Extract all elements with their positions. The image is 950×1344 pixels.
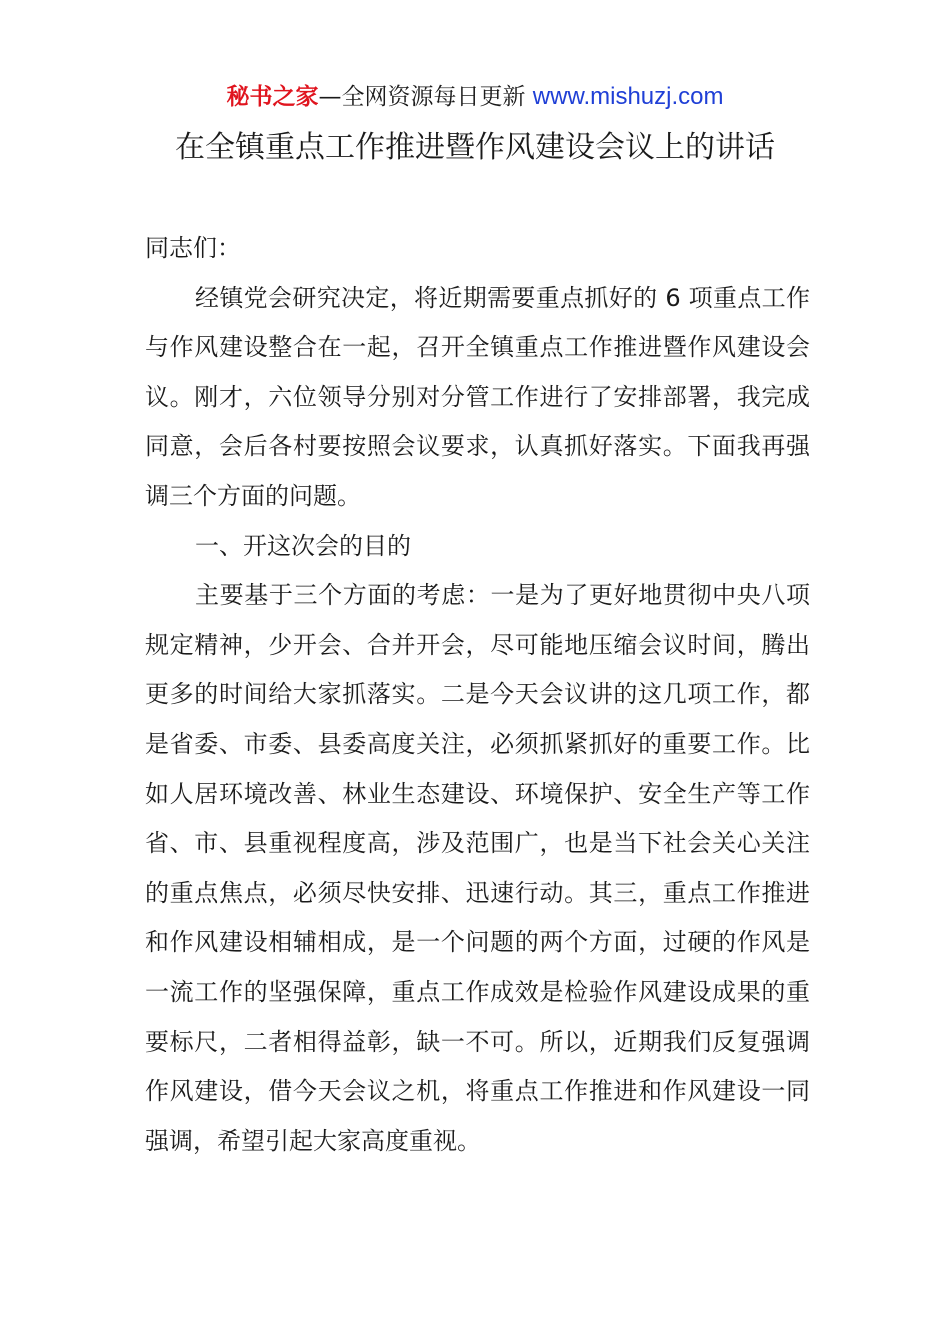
paragraph-purpose: 主要基于三个方面的考虑：一是为了更好地贯彻中央八项规定精神，少开会、合并开会，尽可能地压缩会议时间，腾出更多的时间给大家抓落实。二是今天会议讲的这几项工作，都是省委、市委、县委高度关注，必须抓紧抓好的重要工作。比如人居环境改善、林业生态建设、环境保护、安全生产等工作省、市、县重视程度高，涉及范围广，也是当下社会关心关注的重点焦点，必须尽快安排、迅速行动。其三，重点工作推进和作风建设相辅相成，是一个问题的两个方面，过硬的作风是一流工作的坚强保障，重点工作成效是检验作风建设成果的重要标尺，二者相得益彰，缺一不可。所以，近期我们反复强调作风建设，借今天会议之机，将重点工作推进和作风建设一同强调，希望引起大家高度重视。: [145, 581, 810, 1155]
document-title: 在全镇重点工作推进暨作风建设会议上的讲话: [175, 130, 775, 165]
site-brand: 秘书之家: [226, 84, 319, 110]
site-tagline: —全网资源每日更新: [318, 84, 533, 110]
site-banner: [0, 80, 950, 114]
salutation: 同志们：: [145, 234, 241, 262]
section-heading: 一、开这次会的目的: [195, 531, 411, 560]
paragraph-intro: 经镇党会研究决定，将近期需要重点抓好的 6 项重点工作与作风建设整合在一起，召开全镇重点工作推进暨作风建设会议。刚才，六位领导分别对分管工作进行了安排部署，我完成同意，会后各村要按照会议要求，认真抓好落实。下面我再强调三个方面的问题。: [145, 283, 810, 510]
site-url-link[interactable]: www.mishuzj.com: [532, 83, 724, 110]
document-body: [145, 224, 810, 1166]
